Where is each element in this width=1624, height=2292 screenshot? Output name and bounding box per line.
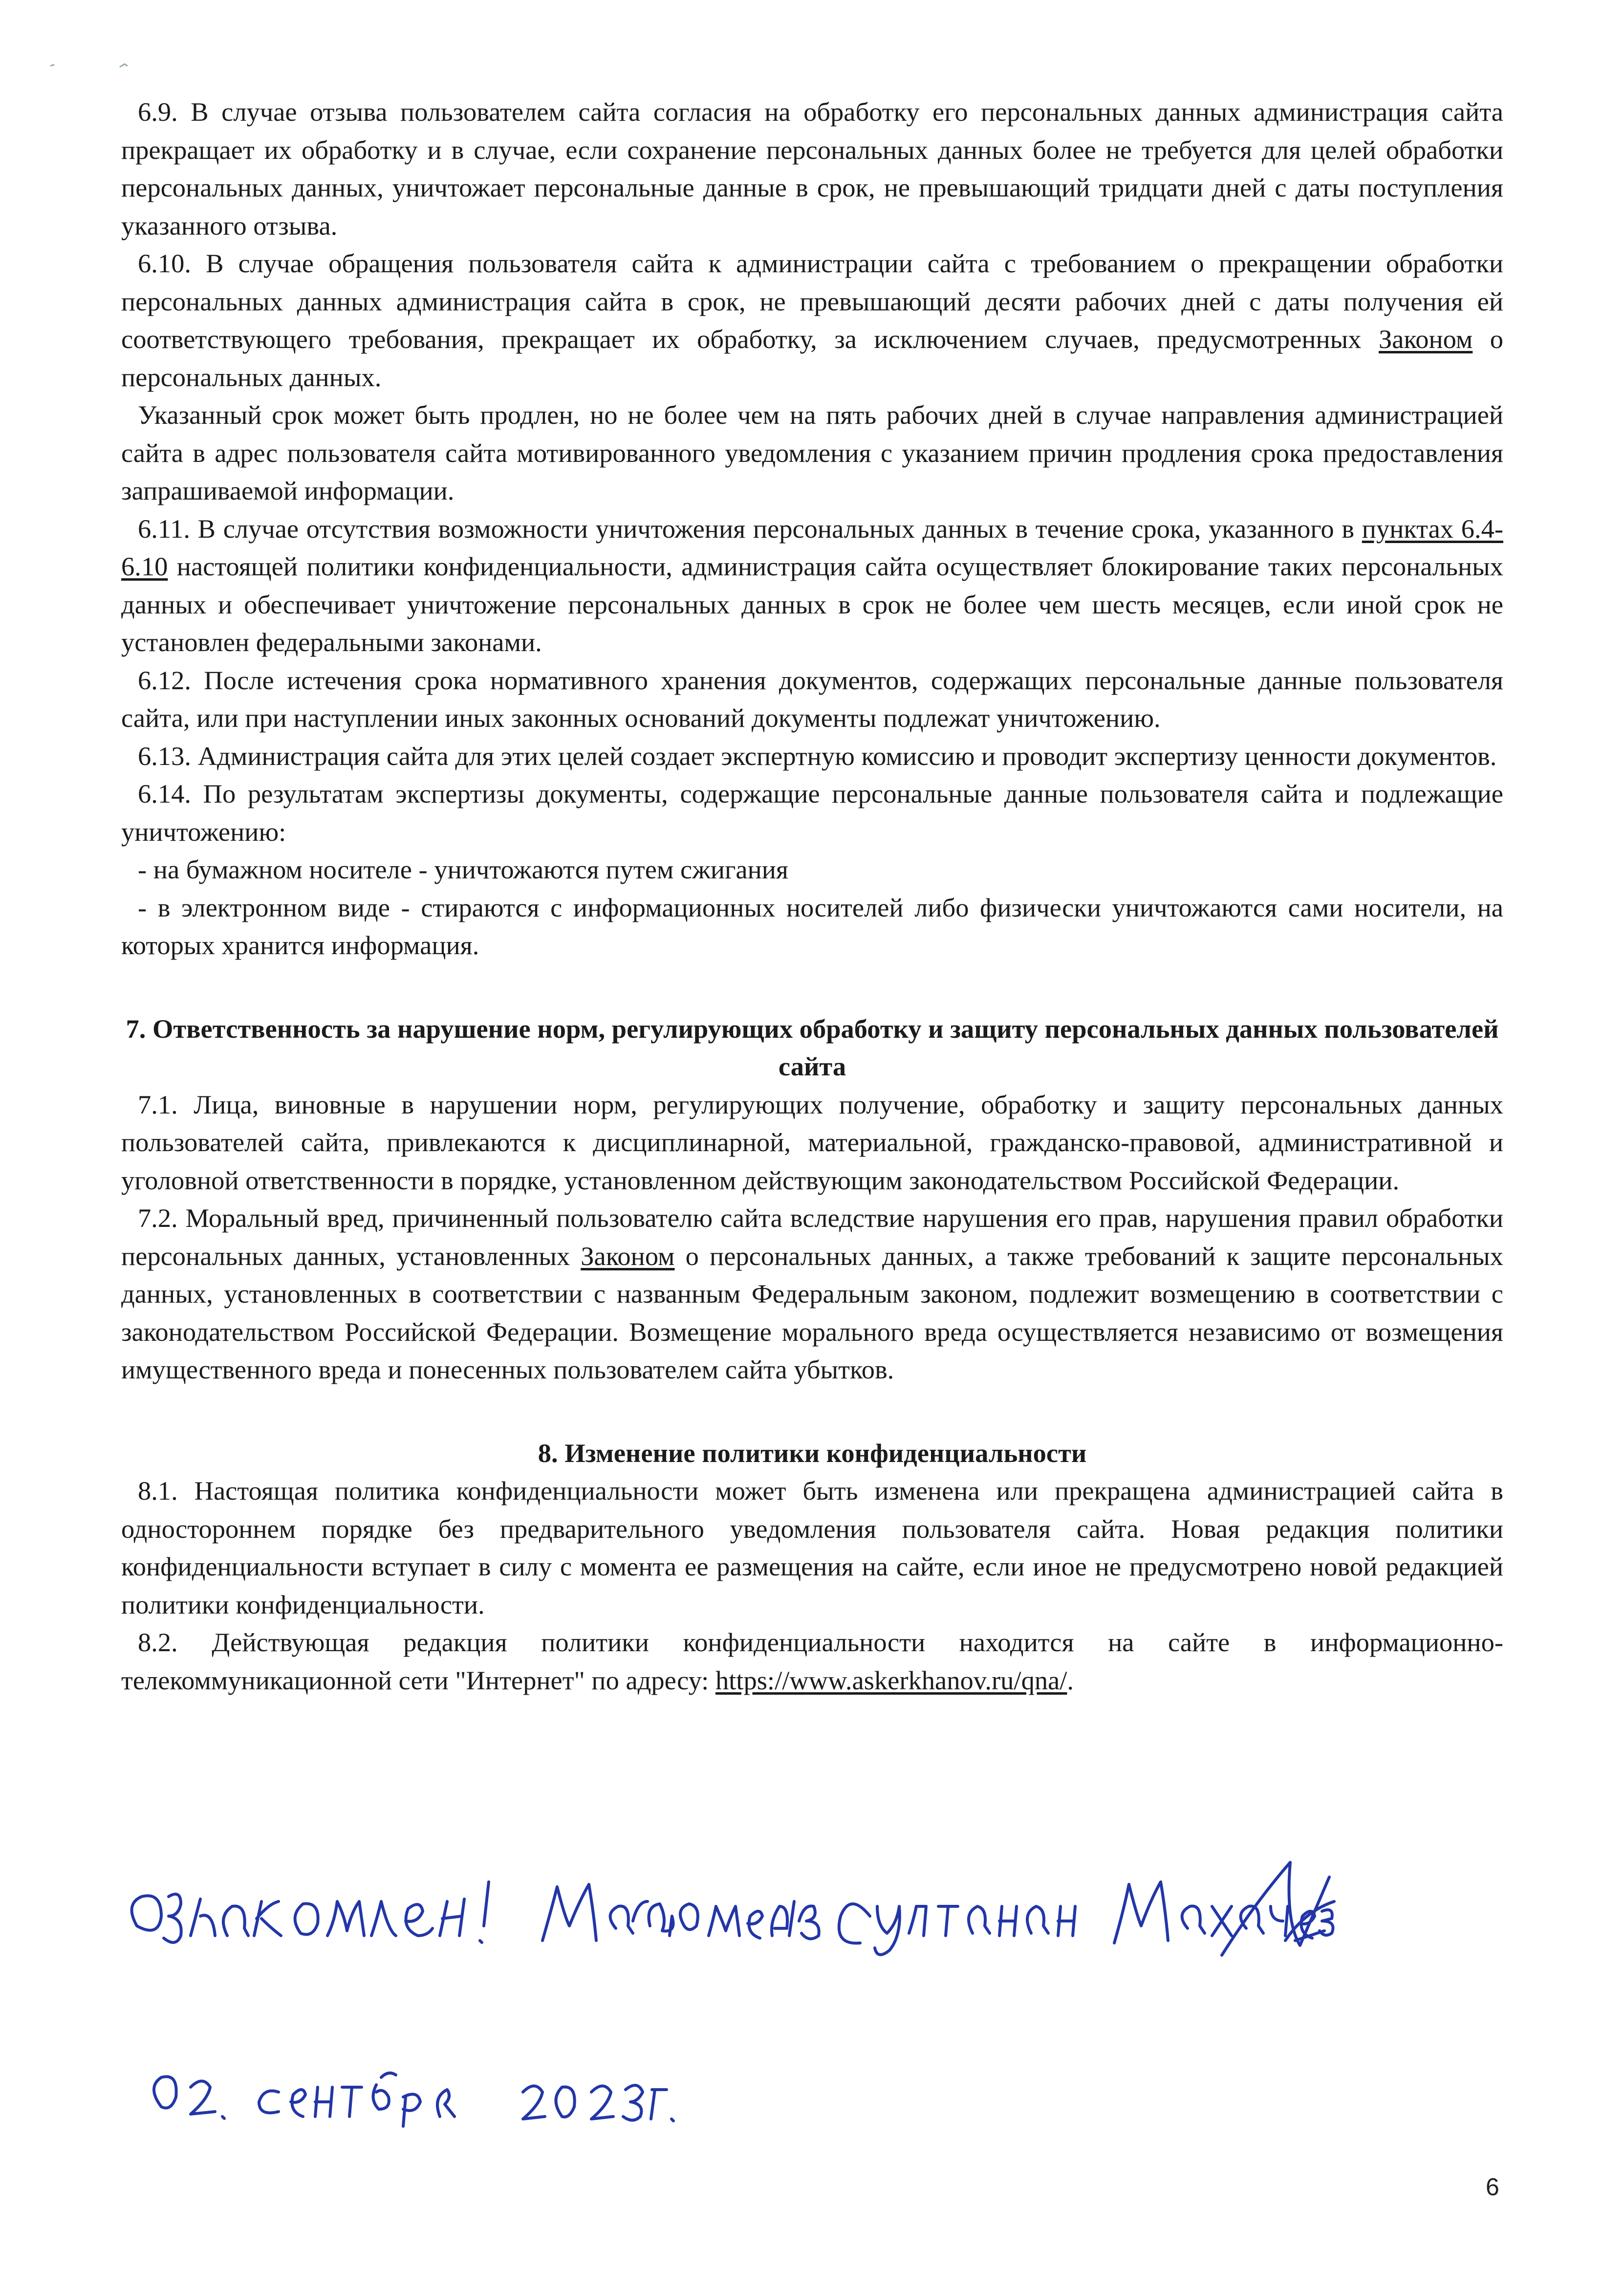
paragraph-6-11-text: 6.11. В случае отсутствия возможности уничтожения персональных данных в течение срока, указанного в [138,513,1355,544]
paragraph-6-9: 6.9. В случае отзыва пользователем сайта согласия на обработку его персональных данных администрация сайта прекращает их обработку и в случае, если сохранение персональных данных более не требуется для целей обработки персональных данных, уничтожает персональные данные в срок, не превышающий тридцати дней с даты поступления указанного отзыва. [121,97,1503,240]
paragraph-6-13: 6.13. Администрация сайта для этих целей создает экспертную комиссию и проводит экспертизу ценности документов. [138,741,1497,771]
paragraph-6-12: 6.12. После истечения срока нормативного хранения документов, содержащих персональные данные пользователя сайта, или при наступлении иных законных оснований документы подлежат уничтожению. [121,665,1503,733]
section-8-heading: 8. Изменение политики конфиденциальности [538,1438,1087,1468]
page-number: 6 [1486,2173,1499,2201]
handwritten-acknowledgement [122,1843,1344,2165]
paragraph-6-10 [121,244,1503,396]
zakon-link[interactable]: Законом [581,1241,675,1271]
scan-artifact [46,51,154,81]
section-spacer [121,1389,1503,1434]
paragraph-6-11 [121,510,1503,661]
section-spacer [121,964,1503,1010]
paragraph-7-1: 7.1. Лица, виновные в нарушении норм, регулирующих получение, обработку и защиту персональных данных пользователей сайта, привлекаются к дисциплинарной, материальной, гражданско-правовой, административной и уголовной ответственности в порядке, установленном действующим законодательством Российской Федерации. [121,1089,1503,1195]
zakon-link[interactable]: Законом [1378,324,1473,354]
paragraph-8-2 [121,1623,1503,1699]
document-body [121,93,1503,1699]
site-url-link[interactable]: https://www.askerkhanov.ru/qna/ [715,1665,1067,1695]
list-item-paper: - на бумажном носителе - уничтожаются путем сжигания [138,854,788,884]
paragraph-6-10-extension: Указанный срок может быть продлен, но не более чем на пять рабочих дней в случае направления администрацией сайта в адрес пользователя сайта мотивированного уведомления с указанием причин продления срока предоставления запрашиваемой информации. [121,400,1503,505]
list-item-electronic: - в электронном виде - стираются с информационных носителей либо физически уничтожаются сами носители, на которых хранится информация. [121,892,1503,960]
paragraph-6-14: 6.14. По результатам экспертизы документы, содержащие персональные данные пользователя сайта и подлежащие уничтожению: [121,779,1503,847]
paragraph-7-2-tail: о персональных данных, а также требований к защите персональных данных, установленных в соответствии с названным Федеральным законом, подлежит возмещению в соответствии с законодательством Российской Федерации. Возмещение морального вреда осуществляется независимо от возмещения имущественного вреда и понесенных пользователем сайта убытков. [121,1241,1503,1384]
paragraph-7-2-text: 7.2. Моральный вред, причиненный пользователю сайта вследствие нарушения его прав, нарушения правил обработки персональных данных, установленных [121,1203,1503,1271]
paragraph-6-10-tail: о персональных данных. [121,324,1504,392]
paragraph-6-10-text: 6.10. В случае обращения пользователя сайта к администрации сайта с требованием о прекращении обработки персональных данных администрация сайта в срок, не превышающий десяти рабочих дней с даты получения ей соответствующего требования, прекращает их обработку, за исключением случаев, предусмотренных [121,248,1503,354]
paragraph-8-2-tail: . [1067,1665,1074,1695]
items-6-4-6-10-link[interactable]: пунктах 6.4-6.10 [121,513,1503,581]
paragraph-8-2-text: 8.2. Действующая редакция политики конфиденциальности находится на сайте в информационно-телекоммуникационной сети "Интернет" по адресу: [121,1627,1503,1695]
paragraph-7-2 [121,1199,1503,1389]
paragraph-8-1: 8.1. Настоящая политика конфиденциальности может быть изменена или прекращена администрацией сайта в одностороннем порядке без предварительного уведомления пользователя сайта. Новая редакция политики конфиденциальности вступает в силу с момента ее размещения на сайте, если иное не предусмотрено новой редакцией политики конфиденциальности. [121,1476,1503,1619]
section-7-heading: 7. Ответственность за нарушение норм, регулирующих обработку и защиту персональных данных пользователей сайта [126,1013,1499,1081]
paragraph-6-11-tail: настоящей политики конфиденциальности, администрация сайта осуществляет блокирование таких персональных данных и обеспечивает уничтожение персональных данных в срок не более чем шесть месяцев, если иной срок не установлен федеральными законами. [121,551,1503,657]
